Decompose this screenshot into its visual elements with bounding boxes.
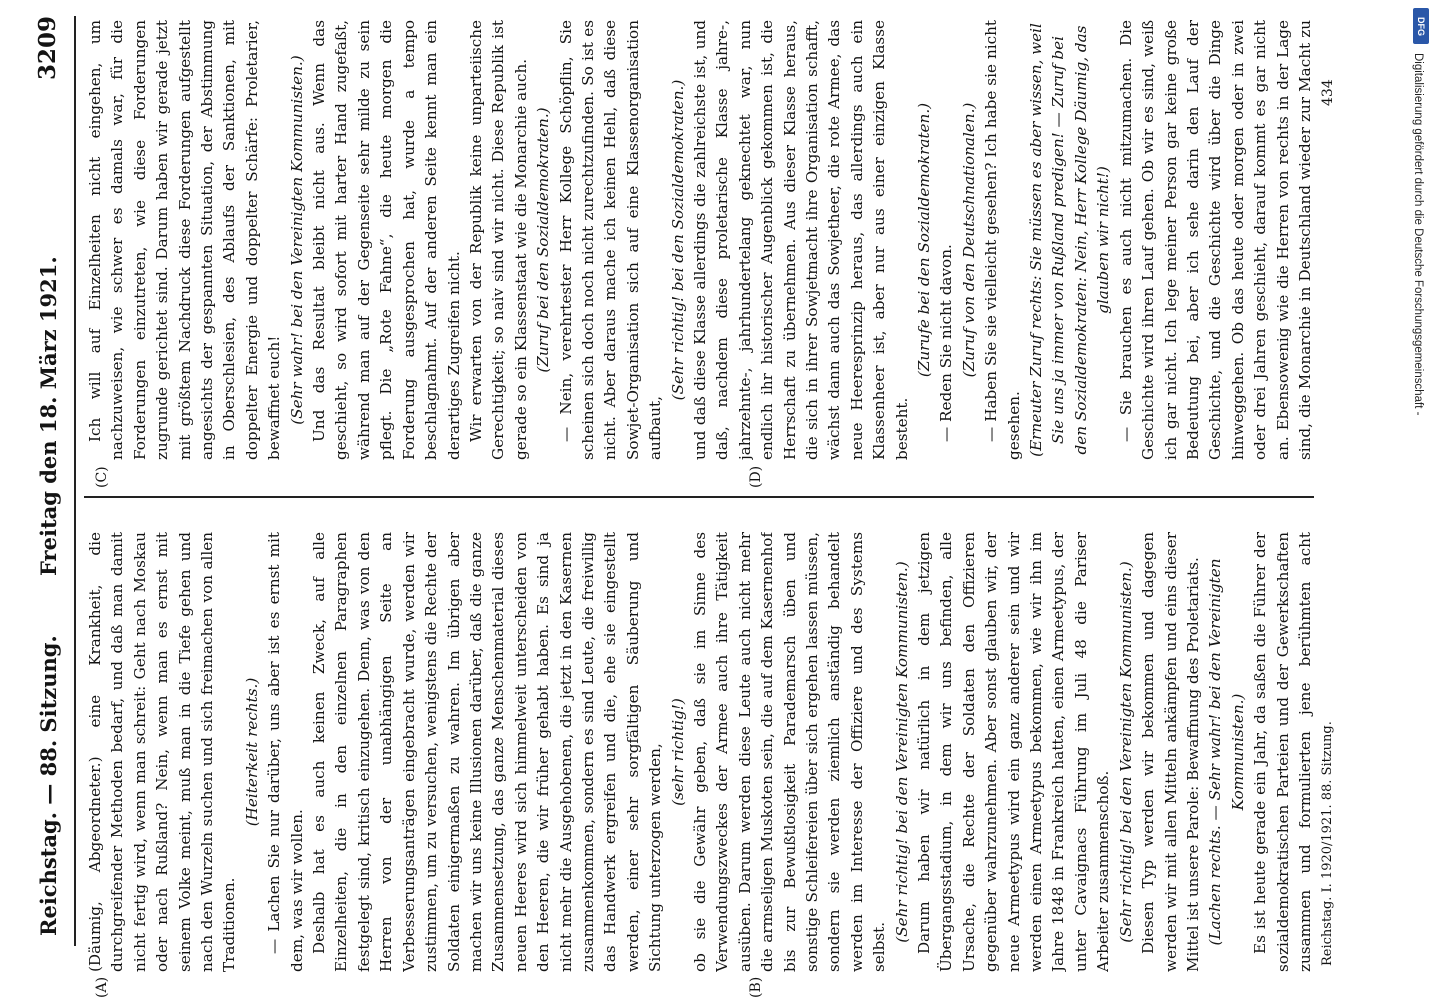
- paragraph: Darum haben wir natürlich in dem jetzigen Übergangsstadium, in dem wir uns befinden, alle Ursache, die Rechte der Soldaten den Offizieren gegenüber wahrzunehmen. Aber sonst glauben wir, der neue Armeetypus wird ein ganz anderer sein und wir werden einen Armeetypus bekommen, wie wir ihn im Jahre 1848 in Frankreich hatten, einen Armeetypus, der unter Cavaignacs Führung im Juli 48 die Pariser Arbeiter zusammenschoß.: [915, 532, 1113, 972]
- footer-sheet-number: 434: [1320, 79, 1336, 106]
- margin-label-c: (C): [94, 466, 110, 488]
- interjection: (Zurufe bei den Sozialdemokraten.): [915, 102, 934, 378]
- paragraph: und daß diese Klasse allerdings die zahlreichste ist, und daß, nachdem diese proletarische Klasse jahre-, jahrzehnte-, jahrhundertelang geknechtet war, nun endlich ihr historischer Augenblick gekommen ist, die Herrschaft zu übernehmen. Aus dieser Klasse heraus, die sich in ihrer Sowjetmacht ihre Organisation schafft, wächst dann auch das Sowjetheer, die rote Armee, das neue Heeresprinzip heraus, das allerdings auch ein Klassenheer ist, aber nur aus einer einzigen Klasse besteht.: [690, 20, 911, 460]
- interjection: (Zuruf von den Deutschnationalen.): [959, 102, 978, 378]
- left-column: [84, 532, 1314, 972]
- interjection: (Erneuter Zuruf rechts: Sie müssen es aber wissen, weil Sie uns ja immer von Rußland predigen! — Zuruf bei den Sozialdemokraten: Nein, Herr Kollege Däumig, das glauben wir nicht!): [1027, 23, 1113, 457]
- page-number: 3209: [34, 16, 61, 81]
- column-divider: [84, 496, 1314, 498]
- paragraph: Ich will auf Einzelheiten nicht eingehen, um nachzuweisen, wie schwer es damals war, für die Forderungen einzutreten, wie diese Forderungen zugrunde gerichtet sind. Darum haben wir gerade jetzt mit größtem Nachdruck diese Forderungen aufgestellt angesichts der gespannten Situation, der Abstimmung in Oberschlesien, des Ablaufs der Sanktionen, mit doppelter Energie und doppelter Schärfe: Proletarier, bewaffnet euch!: [86, 20, 284, 460]
- interjection: (Sehr richtig! bei den Vereinigten Kommunisten.): [892, 561, 911, 943]
- footer-left: Reichstag. I. 1920/1921. 88. Sitzung.: [1320, 721, 1335, 966]
- margin-label-b: (B): [748, 976, 764, 998]
- interjection: (Sehr wahr! bei den Vereinigten Kommunisten.): [287, 55, 306, 425]
- paragraph: — Haben Sie sie vielleicht gesehen? Ich habe sie nicht gesehen.: [982, 20, 1023, 460]
- paragraph: Wir erwarten von der Republik keine unparteiische Gerechtigkeit; so naiv sind wir nicht. Diese Republik ist gerade so ein Klassenstaat wie die Monarchie auch.: [466, 20, 530, 460]
- paragraph: — Reden Sie nicht davon.: [937, 244, 956, 442]
- dfg-logo: DFG: [1413, 8, 1429, 44]
- paragraph: (Däumig, Abgeordneter.) eine Krankheit, die durchgreifender Methoden bedarf, und daß man damit nicht fertig wird, wenn man schreit: Geht nach Moskau oder nach Rußland? Nein, wenn man es ernst mit seinem Volke meint, muß man in die Tiefe gehen und nach den Wurzeln suchen und sich freimachen von allen Traditionen.: [86, 532, 239, 972]
- interjection: (Lachen rechts. — Sehr wahr! bei den Vereinigten Kommunisten.): [1206, 558, 1247, 946]
- page-header: [28, 16, 74, 976]
- paragraph: — Lachen Sie nur darüber, uns aber ist es ernst mit dem, was wir wollen.: [265, 532, 306, 972]
- paragraph: Es ist heute gerade ein Jahr, da saßen die Führer der sozialdemokratischen Parteien und der Gewerkschaften zusammen und formulierten jene berühmten acht: [1251, 532, 1314, 972]
- paragraph: Deshalb hat es auch keinen Zweck, auf alle Einzelheiten, die in den einzelnen Paragraphen festgelegt sind, kritisch einzugehen. Denn, was von den Herren von der unabhängigen Seite an Verbesserungsanträgen eingebracht wurde, werden wir zustimmen, um zu versuchen, wenigstens die Rechte der Soldaten einigermaßen zu wahren. Im übrigen aber machen wir uns keine Illusionen darüber, daß die ganze Zusammensetzung, das ganze Menschenmaterial dieses neuen Heeres wird sich himmelweit unterscheiden von den Heeren, die wir früher gehabt haben. Es sind ja nicht mehr die Ausgehobenen, die jetzt in den Kasernen zusammenkommen, sondern es sind Leute, die freiwillig das Handwerk ergreifen und die, ehe sie eingestellt werden, einer sehr sorgfältigen Säuberung und Sichtung unterzogen werden,: [310, 532, 665, 972]
- interjection: (Heiterkeit rechts.): [242, 677, 261, 827]
- margin-label-d: (D): [748, 465, 764, 488]
- margin-label-a: (A): [94, 976, 110, 998]
- interjection: (Sehr richtig! bei den Vereinigten Kommunisten.): [1116, 561, 1135, 943]
- interjection: (sehr richtig!): [668, 698, 687, 806]
- header-left: Reichstag. — 88. Sitzung.: [36, 635, 61, 936]
- interjection: (Sehr richtig! bei den Sozialdemokraten.): [668, 79, 687, 401]
- paragraph: ob sie die Gewähr geben, daß sie im Sinne des Verwendungszweckes der Armee auch ihre Tätigkeit ausüben. Darum werden diese Leute auch nicht mehr die armseligen Muskoten sein, die auf dem Kasernenhof bis zur Bewußtlosigkeit Parademarsch üben und sonstige Schleifereien über sich ergehen lassen müssen, sondern sie werden ziemlich anständig behandelt werden im Interesse der Offiziere und des Systems selbst.: [690, 532, 889, 972]
- newspaper-page: [28, 16, 1336, 998]
- header-date: Freitag den 18. März 1921.: [36, 256, 61, 576]
- header-rule: [74, 16, 76, 946]
- digitization-note: Digitalisierung gefördert durch die Deutsche Forschungsgemeinschaft -: [1412, 53, 1424, 416]
- paragraph: Und das Resultat bleibt nicht aus. Wenn das geschieht, so wird sofort mit harter Hand zugefaßt, während man auf der Gegenseite sehr milde zu sein pflegt. Die „Rote Fahne“, die heute morgen die Forderung ausgesprochen hat, wurde a tempo beschlagnahmt. Auf der anderen Seite kennt man ein derartiges Zugreifen nicht.: [310, 20, 463, 460]
- digitization-strip: [1412, 8, 1430, 993]
- paragraph: — Nein, verehrtester Herr Kollege Schöpflin, Sie scheinen sich doch noch nicht zurechtzufinden. So ist es nicht. Aber daraus mache ich keinen Hehl, daß diese Sowjet-Organisation sich auf eine Klassenorganisation aufbaut,: [556, 20, 665, 460]
- right-column: [84, 20, 1314, 460]
- paragraph: Diesen Typ werden wir bekommen und dagegen werden wir mit allen Mitteln ankämpfen und eins dieser Mittel ist unsere Parole: Bewaffnung des Proletariats.: [1139, 532, 1202, 972]
- interjection: (Zuruf bei den Sozialdemokraten.): [534, 107, 553, 373]
- paragraph: — Sie brauchen es auch nicht mitzumachen. Die Geschichte wird ihren Lauf gehen. Ob wir es sind, weiß ich gar nicht. Ich lege meiner Person gar keine große Bedeutung bei, aber ich sehe darin den Lauf der Geschichte, und die Geschichte wird über die Dinge hinweggehen. Ob das heute oder morgen oder in zwei oder drei Jahren geschieht, darauf kommt es gar nicht an. Ebensowenig wie die Herren von rechts in der Lage sind, die Monarchie in Deutschland wieder zur Macht zu: [1116, 20, 1314, 460]
